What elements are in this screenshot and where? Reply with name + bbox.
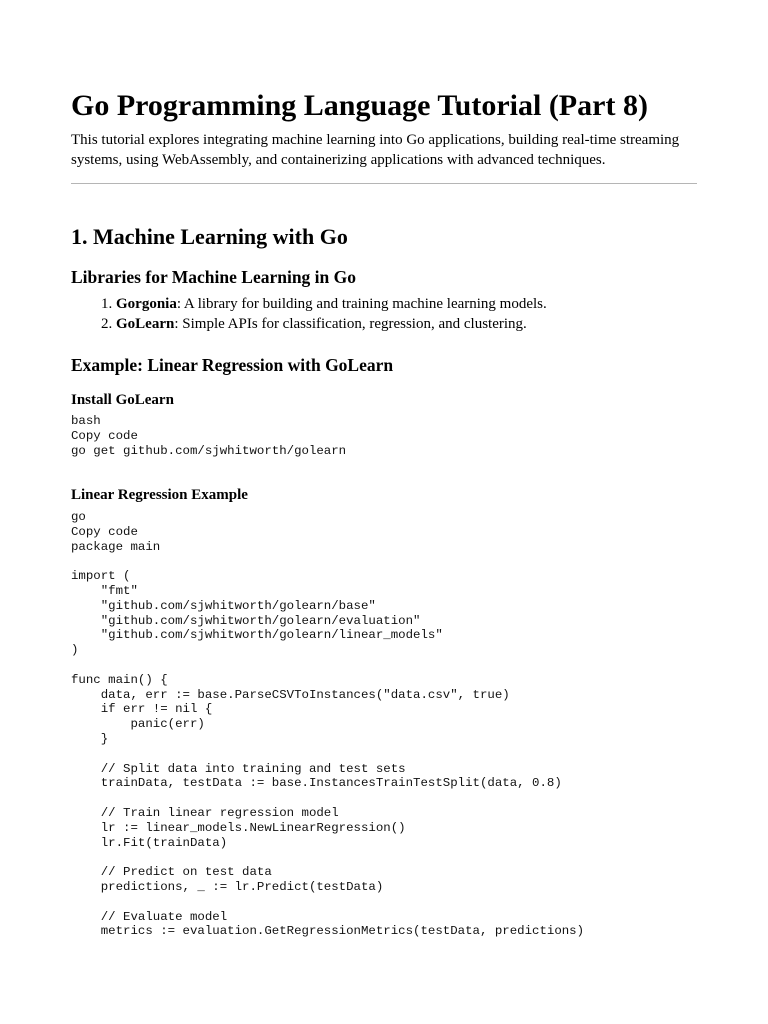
linear-regression-heading: Linear Regression Example <box>71 487 248 503</box>
library-name: Gorgonia <box>116 296 177 312</box>
library-name: GoLearn <box>116 316 175 332</box>
page-title: Go Programming Language Tutorial (Part 8) <box>71 89 648 122</box>
install-heading: Install GoLearn <box>71 392 174 408</box>
libraries-list <box>71 294 696 334</box>
list-item-golearn <box>116 314 696 334</box>
install-code-block: bash Copy code go get github.com/sjwhitworth/golearn <box>71 414 347 458</box>
library-description: : A library for building and training machine learning models. <box>176 296 547 312</box>
libraries-heading: Libraries for Machine Learning in Go <box>71 267 357 287</box>
library-description: : Simple APIs for classification, regression, and clustering. <box>174 316 527 332</box>
example-heading: Example: Linear Regression with GoLearn <box>71 355 394 375</box>
linear-regression-code-block: go Copy code package main import ( "fmt" "github.com/sjwhitworth/golearn/base" "github.com/sjwhitworth/golearn/evaluation" "github.com/sjwhitworth/golearn/linear_models" ) func main() { data, err := base.ParseCSVToInstances("data.csv", true) if err != nil { panic(err) } // Split data into training and test sets trainData, testData := base.InstancesTrainTestSplit(data, 0.8) // Train linear regression model lr := linear_models.NewLinearRegression() lr.Fit(trainData) // Predict on test data predictions, _ := lr.Predict(testData) // Evaluate model metrics := evaluation.GetRegressionMetrics(testData, predictions) <box>71 510 585 939</box>
list-item-gorgonia <box>116 294 696 314</box>
section-divider <box>71 183 697 184</box>
section-heading-machine-learning: 1. Machine Learning with Go <box>71 224 348 249</box>
intro-paragraph: This tutorial explores integrating machine learning into Go applications, building real-time streaming systems, using WebAssembly, and containerizing applications with advanced techniques. <box>71 132 680 168</box>
